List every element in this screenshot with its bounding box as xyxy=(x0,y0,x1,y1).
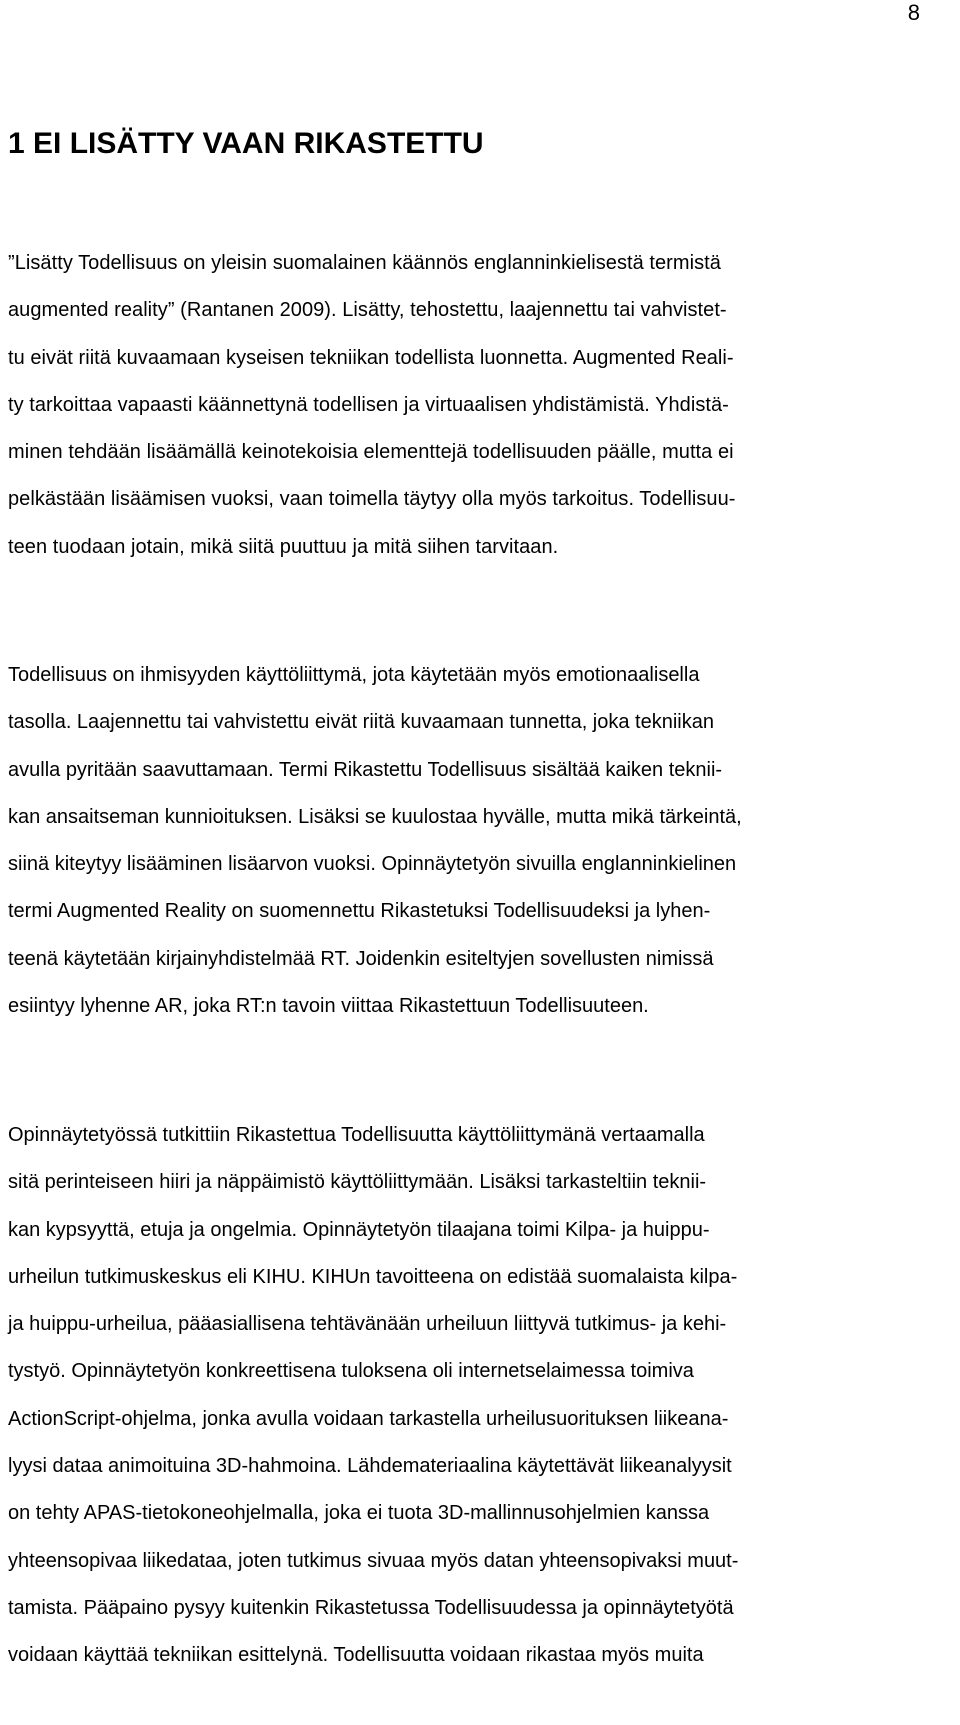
text-line: minen tehdään lisäämällä keinotekoisia elementtejä todellisuuden päälle, mutta ei xyxy=(8,441,734,464)
text-line: avulla pyritään saavuttamaan. Termi Rikastettu Todellisuus sisältää kaiken teknii- xyxy=(8,758,723,781)
text-line: sitä perinteiseen hiiri ja näppäimistö käyttöliittymään. Lisäksi tarkasteltiin teknii- xyxy=(8,1171,707,1194)
text-line: ja huippu-urheilua, pääasiallisena tehtävänään urheiluun liittyvä tutkimus- ja kehi- xyxy=(8,1313,727,1336)
text-line: tasolla. Laajennettu tai vahvistettu eivät riitä kuvaamaan tunnetta, joka tekniikan xyxy=(8,711,714,734)
text-line: kan ansaitseman kunnioituksen. Lisäksi se kuulostaa hyvälle, mutta mikä tärkeintä, xyxy=(8,805,742,828)
text-line: esiintyy lyhenne AR, joka RT:n tavoin viittaa Rikastettuun Todellisuuteen. xyxy=(8,995,649,1018)
text-line: termi Augmented Reality on suomennettu Rikastetuksi Todellisuudeksi ja lyhen- xyxy=(8,900,711,923)
text-line: siinä kiteytyy lisääminen lisäarvon vuoksi. Opinnäytetyön sivuilla englanninkielinen xyxy=(8,853,737,876)
paragraph-3 xyxy=(8,1112,738,1680)
text-line: tystyö. Opinnäytetyön konkreettisena tuloksena oli internetselaimessa toimiva xyxy=(8,1360,694,1383)
text-line: tu eivät riitä kuvaamaan kyseisen tekniikan todellista luonnetta. Augmented Reali- xyxy=(8,346,734,369)
text-line: teen tuodaan jotain, mikä siitä puuttuu ja mitä siihen tarvitaan. xyxy=(8,535,559,558)
page-number: 8 xyxy=(907,0,920,25)
text-line: kan kypsyyttä, etuja ja ongelmia. Opinnäytetyön tilaajana toimi Kilpa- ja huippu- xyxy=(8,1218,710,1241)
section-heading: 1 EI LISÄTTY VAAN RIKASTETTU xyxy=(8,127,484,160)
text-line: lyysi dataa animoituina 3D-hahmoina. Lähdemateriaalina käytettävät liikeanalyysit xyxy=(8,1455,732,1478)
paragraph-2 xyxy=(8,652,742,1030)
text-line: ”Lisätty Todellisuus on yleisin suomalainen käännös englanninkielisestä termistä xyxy=(8,252,721,274)
text-line: tamista. Pääpaino pysyy kuitenkin Rikastetussa Todellisuudessa ja opinnäytetyötä xyxy=(8,1596,734,1619)
text-line: Opinnäytetyössä tutkittiin Rikastettua Todellisuutta käyttöliittymänä vertaamalla xyxy=(8,1124,705,1146)
text-line: augmented reality” (Rantanen 2009). Lisätty, tehostettu, laajennettu tai vahvistet- xyxy=(8,299,727,322)
text-line: Todellisuus on ihmisyyden käyttöliittymä, jota käytetään myös emotionaalisella xyxy=(8,664,700,686)
text-line: on tehty APAS-tietokoneohjelmalla, joka ei tuota 3D-mallinnusohjelmien kanssa xyxy=(8,1502,710,1525)
text-line: ActionScript-ohjelma, jonka avulla voidaan tarkastella urheilusuorituksen liikeana- xyxy=(8,1407,729,1430)
text-line: yhteensopivaa liikedataa, joten tutkimus sivuaa myös datan yhteensopivaksi muut- xyxy=(8,1549,739,1572)
paragraph-1 xyxy=(8,240,735,571)
text-line: pelkästään lisäämisen vuoksi, vaan toimella täytyy olla myös tarkoitus. Todellisuu- xyxy=(8,488,736,511)
text-line: ty tarkoittaa vapaasti käännettynä todellisen ja virtuaalisen yhdistämistä. Yhdistä- xyxy=(8,393,729,416)
text-line: voidaan käyttää tekniikan esittelynä. Todellisuutta voidaan rikastaa myös muita xyxy=(8,1644,704,1667)
text-line: urheilun tutkimuskeskus eli KIHU. KIHUn tavoitteena on edistää suomalaista kilpa- xyxy=(8,1265,738,1288)
text-line: teenä käytetään kirjainyhdistelmää RT. Joidenkin esiteltyjen sovellusten nimissä xyxy=(8,947,714,970)
